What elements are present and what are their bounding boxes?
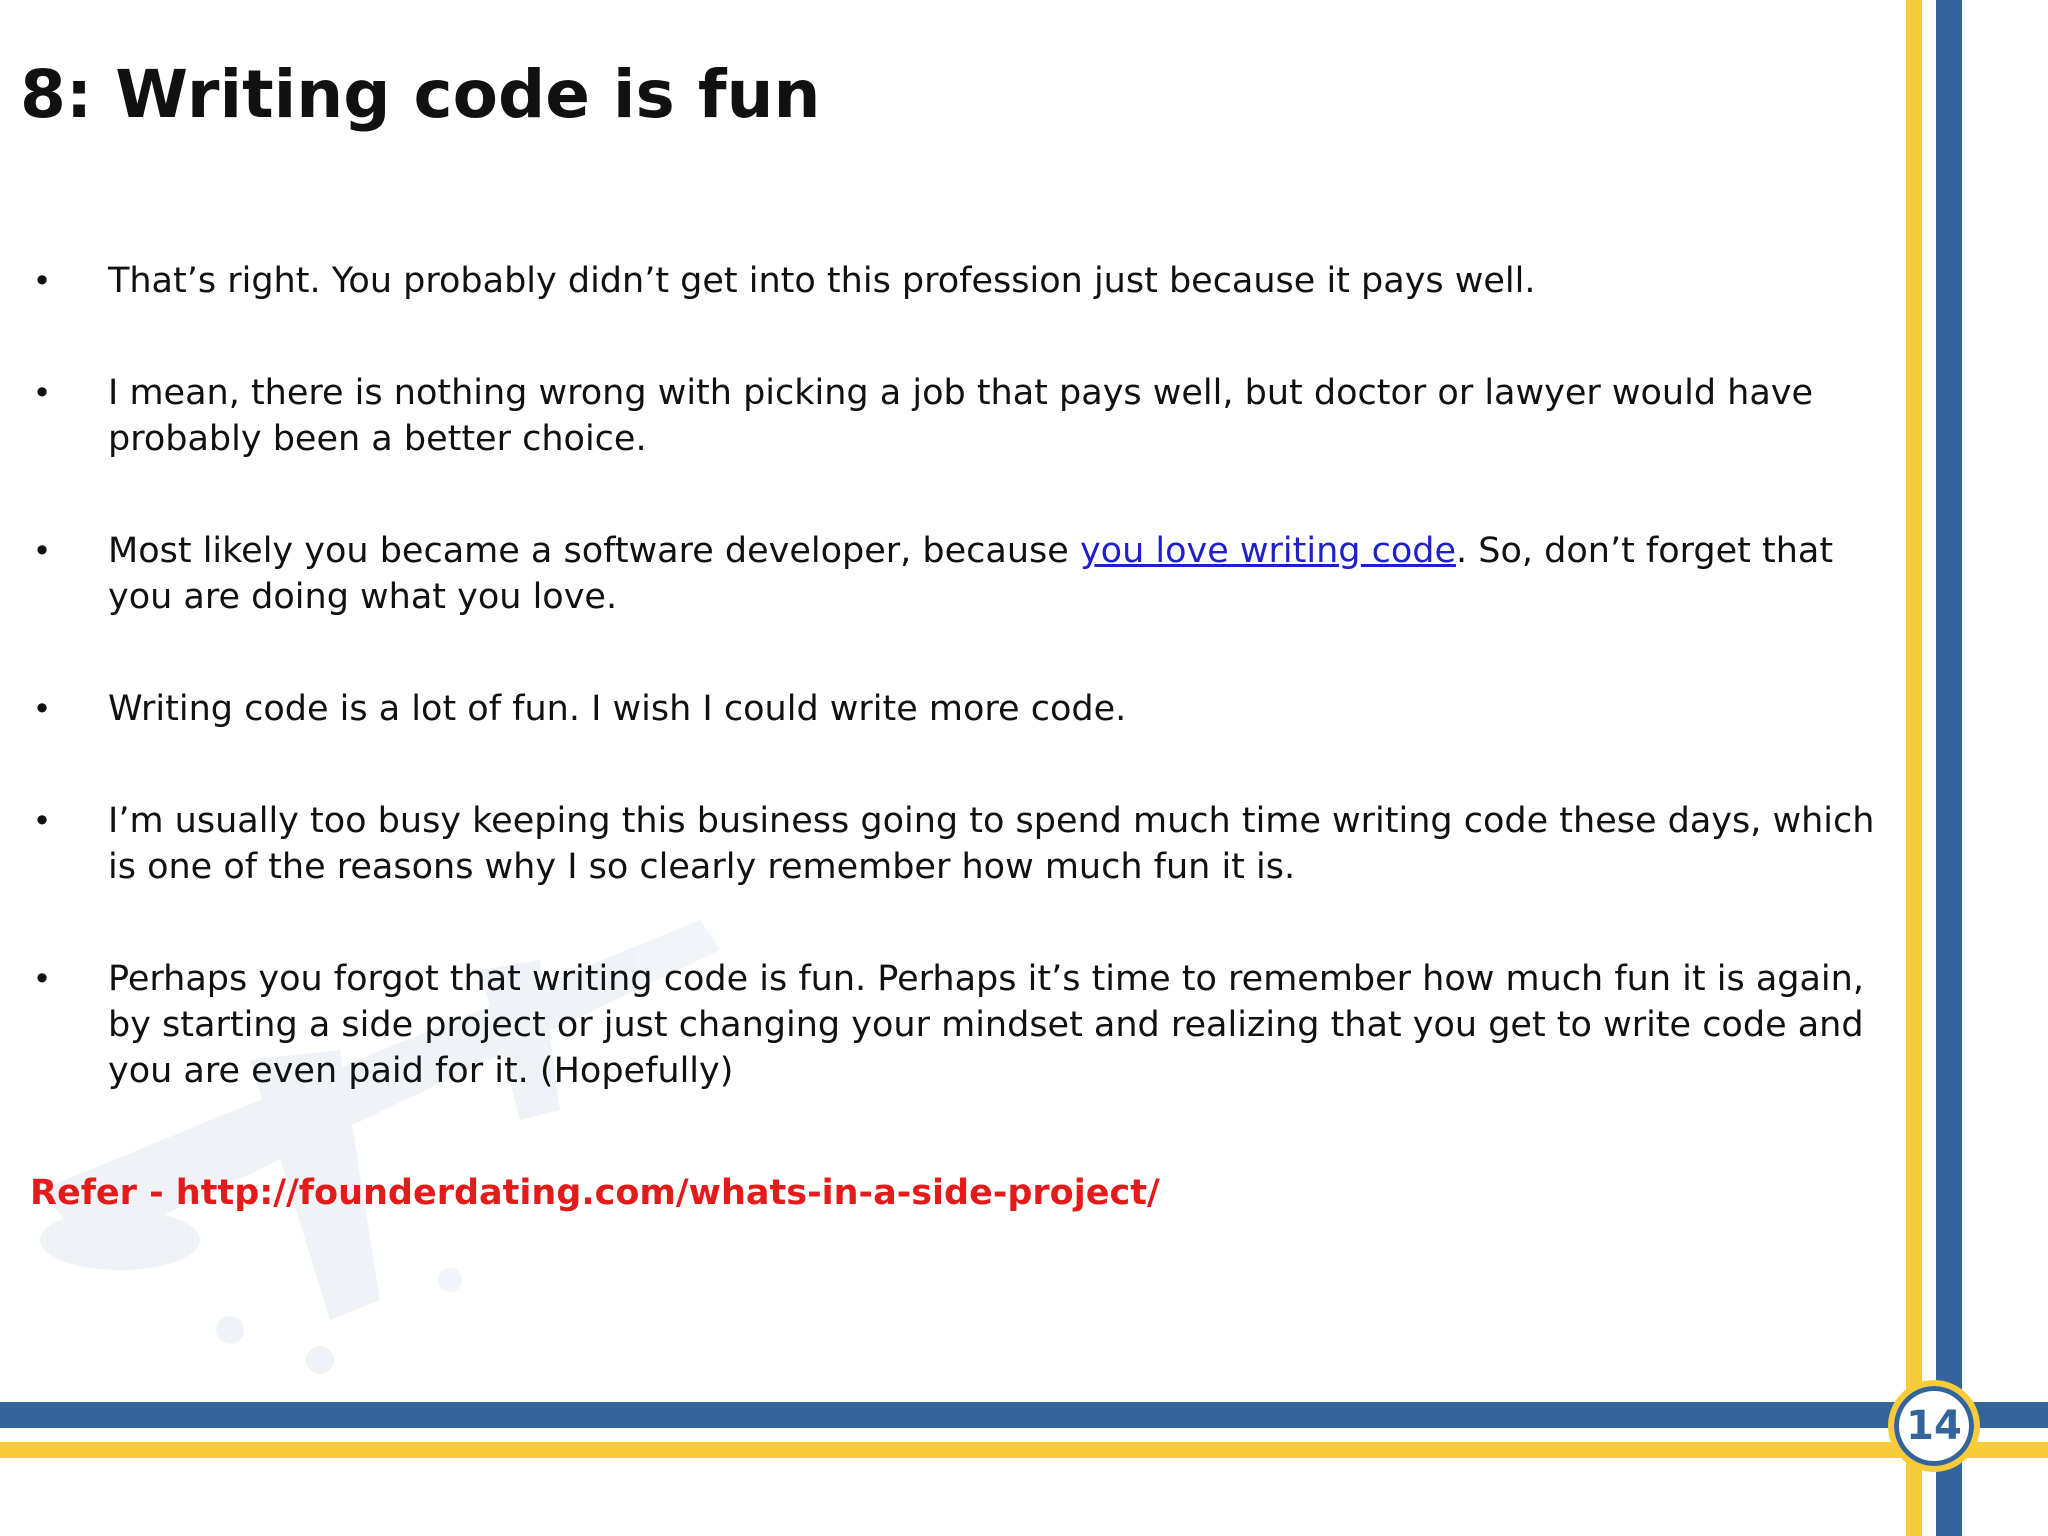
bullet-list	[0, 258, 1880, 1160]
bullet-text-after-link: . So, don’t forget that you are doing what you love.	[108, 531, 1834, 617]
bullet-dot-icon: •	[32, 960, 52, 998]
border-stripe-blue-horizontal	[0, 1402, 2048, 1428]
reference-text: Refer - http://founderdating.com/whats-in-a-side-project/	[30, 1173, 1160, 1213]
slide-title: 8: Writing code is fun	[20, 56, 821, 133]
bullet-dot-icon: •	[32, 374, 52, 412]
bullet-item	[0, 258, 1880, 304]
bullet-item	[0, 798, 1880, 890]
bullet-text: I mean, there is nothing wrong with picking a job that pays well, but doctor or lawyer would have probably been a better choice.	[108, 373, 1814, 459]
page-number: 14	[1906, 1403, 1962, 1449]
bullet-item	[0, 370, 1880, 462]
bullet-text: Perhaps you forgot that writing code is fun. Perhaps it’s time to remember how much fun it is again, by starting a side project or just changing your mindset and realizing that you get to write code and you are even paid for it. (Hopefully)	[108, 959, 1864, 1091]
bullet-dot-icon: •	[32, 262, 52, 300]
bullet-item	[0, 956, 1880, 1094]
bullet-text-before-link: Most likely you became a software developer, because	[108, 531, 1080, 571]
page-number-badge	[1888, 1380, 1980, 1472]
bullet-text: That’s right. You probably didn’t get into this profession just because it pays well.	[108, 261, 1536, 301]
bullet-dot-icon: •	[32, 802, 52, 840]
bullet-dot-icon: •	[32, 532, 52, 570]
bullet-text: I’m usually too busy keeping this business going to spend much time writing code these days, which is one of the reasons why I so clearly remember how much fun it is.	[108, 801, 1875, 887]
bullet-item	[0, 686, 1880, 732]
bullet-dot-icon: •	[32, 690, 52, 728]
love-writing-code-link[interactable]: you love writing code	[1079, 531, 1456, 571]
bullet-text: Writing code is a lot of fun. I wish I could write more code.	[108, 689, 1127, 729]
border-stripe-blue-vertical	[1936, 0, 1962, 1536]
bullet-item	[0, 528, 1880, 620]
border-stripe-yellow-vertical	[1906, 0, 1922, 1536]
border-stripe-yellow-horizontal	[0, 1442, 2048, 1458]
